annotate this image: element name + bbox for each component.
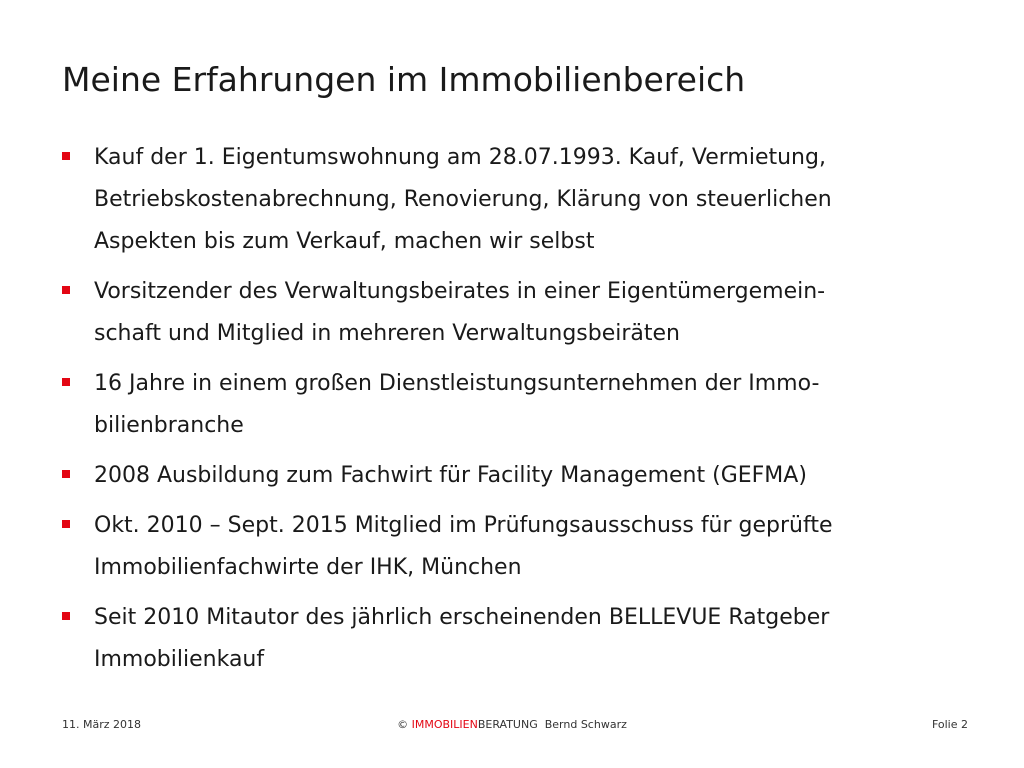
footer-slide-number: Folie 2 [931, 718, 968, 731]
list-item [60, 505, 990, 589]
bullet-text-line: Immobilienfachwirte der IHK, München [94, 555, 522, 580]
copyright-symbol: © [397, 718, 409, 731]
footer-author: Bernd Schwarz [544, 718, 627, 731]
list-item [60, 363, 990, 447]
bullet-text-line: Okt. 2010 – Sept. 2015 Mitglied im Prüfungsausschuss für geprüfte [94, 513, 833, 538]
slide-title: Meine Erfahrungen im Immobilienbereich [62, 60, 746, 99]
bullet-text-line: schaft und Mitglied in mehreren Verwaltungsbeiräten [94, 321, 680, 346]
bullet-text-line: Immobilienkauf [94, 647, 265, 672]
square-bullet-icon [62, 378, 70, 386]
bullet-list [60, 137, 990, 689]
bullet-text-line: bilienbranche [94, 413, 244, 438]
square-bullet-icon [62, 612, 70, 620]
slide-footer [0, 716, 1024, 734]
list-item [60, 455, 990, 497]
list-item [60, 597, 990, 681]
footer-brand-accent: IMMOBILIEN [411, 718, 478, 731]
bullet-text-line: 16 Jahre in einem großen Dienstleistungsunternehmen der Immo- [94, 371, 820, 396]
square-bullet-icon [62, 286, 70, 294]
bullet-text-line: Seit 2010 Mitautor des jährlich erscheinenden BELLEVUE Ratgeber [94, 605, 830, 630]
list-item [60, 271, 990, 355]
square-bullet-icon [62, 520, 70, 528]
footer-date: 11. März 2018 [62, 718, 142, 731]
footer-copyright [0, 716, 1024, 734]
footer-brand-rest: BERATUNG [477, 718, 538, 731]
list-item [60, 137, 990, 263]
bullet-text-line: Betriebskostenabrechnung, Renovierung, Klärung von steuerlichen [94, 187, 832, 212]
bullet-text-line: Kauf der 1. Eigentumswohnung am 28.07.1993. Kauf, Vermietung, [94, 145, 826, 170]
bullet-text-line: Aspekten bis zum Verkauf, machen wir selbst [94, 229, 595, 254]
bullet-text-line: 2008 Ausbildung zum Fachwirt für Facility Management (GEFMA) [94, 463, 807, 488]
bullet-text-line: Vorsitzender des Verwaltungsbeirates in einer Eigentümergemein- [94, 279, 826, 304]
square-bullet-icon [62, 470, 70, 478]
square-bullet-icon [62, 152, 70, 160]
